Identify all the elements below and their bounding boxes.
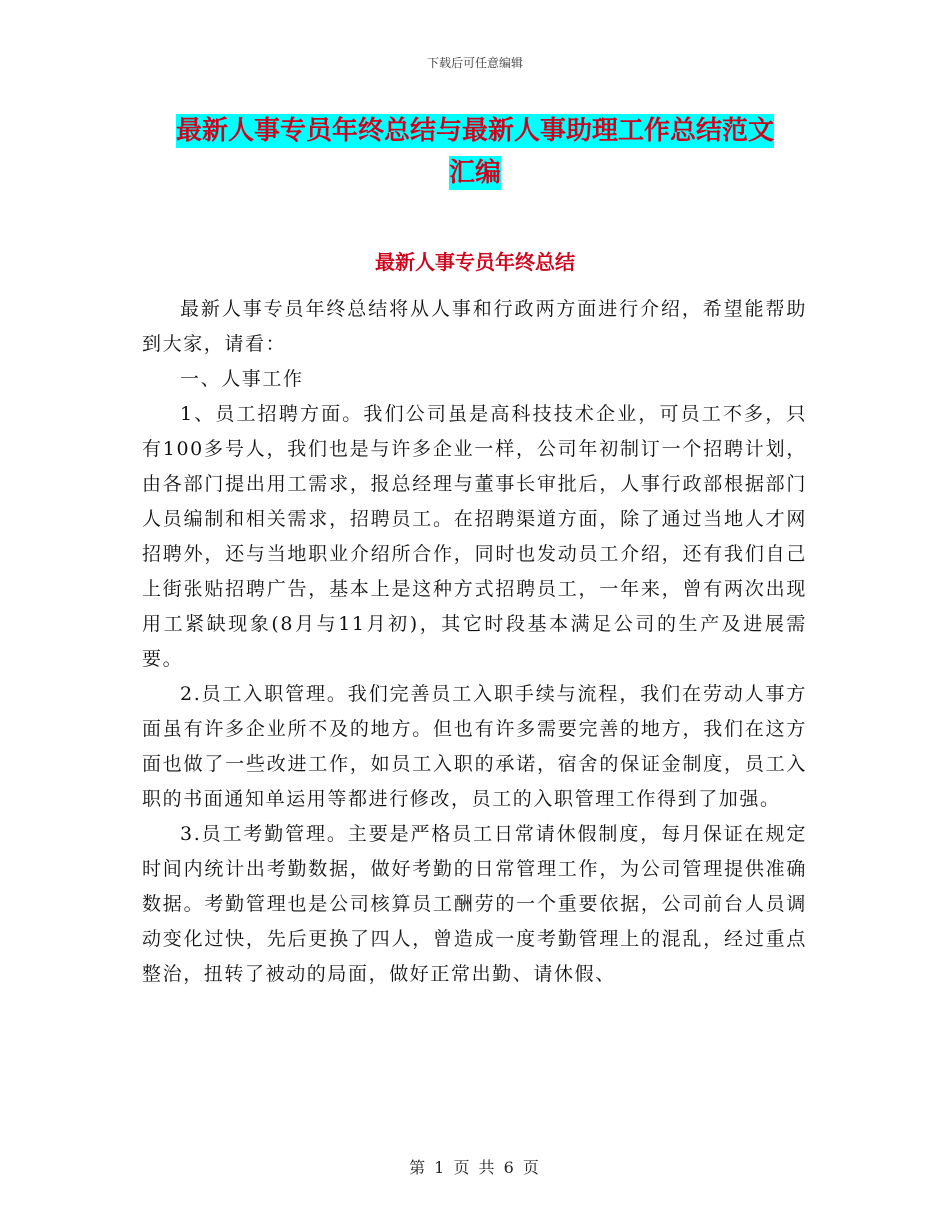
document-title	[140, 110, 810, 194]
paragraph-heading-personnel: 一、人事工作	[180, 368, 304, 390]
page-number: 第 1 页 共 6 页	[409, 1158, 541, 1177]
paragraph-attendance: 3.员工考勤管理。主要是严格员工日常请休假制度，每月保证在规定时间内统计出考勤数据，做好考勤的日常管理工作，为公司管理提供准确数据。考勤管理也是公司核算员工酬劳的一个重要依据，公司前台人员调动变化过快，先后更换了四人，曾造成一度考勤管理上的混乱，经过重点整治，扭转了被动的局面，做好正常出勤、请休假、	[142, 823, 807, 985]
document-body	[142, 292, 807, 992]
paragraph-onboarding: 2.员工入职管理。我们完善员工入职手续与流程，我们在劳动人事方面虽有许多企业所不及的地方。但也有许多需要完善的地方，我们在这方面也做了一些改进工作，如员工入职的承诺，宿舍的保证金制度，员工入职的书面通知单运用等都进行修改，员工的入职管理工作得到了加强。	[142, 683, 807, 810]
paragraph-intro: 最新人事专员年终总结将从人事和行政两方面进行介绍，希望能帮助到大家，请看：	[142, 298, 807, 355]
document-title-line-1: 最新人事专员年终总结与最新人事助理工作总结范文	[175, 116, 774, 146]
document-title-line-2: 汇编	[448, 158, 501, 188]
paragraph-recruitment: 1、员工招聘方面。我们公司虽是高科技技术企业，可员工不多，只有100多号人，我们也是与许多企业一样，公司年初制订一个招聘计划，由各部门提出用工需求，报总经理与董事长审批后，人事行政部根据部门人员编制和相关需求，招聘员工。在招聘渠道方面，除了通过当地人才网招聘外，还与当地职业介绍所合作，同时也发动员工介绍，还有我们自己上街张贴招聘广告，基本上是这种方式招聘员工，一年来，曾有两次出现用工紧缺现象(8月与11月初)，其它时段基本满足公司的生产及进展需要。	[142, 403, 807, 670]
section-title: 最新人事专员年终总结	[375, 250, 575, 274]
page-header-note: 下载后可任意编辑	[426, 56, 523, 70]
